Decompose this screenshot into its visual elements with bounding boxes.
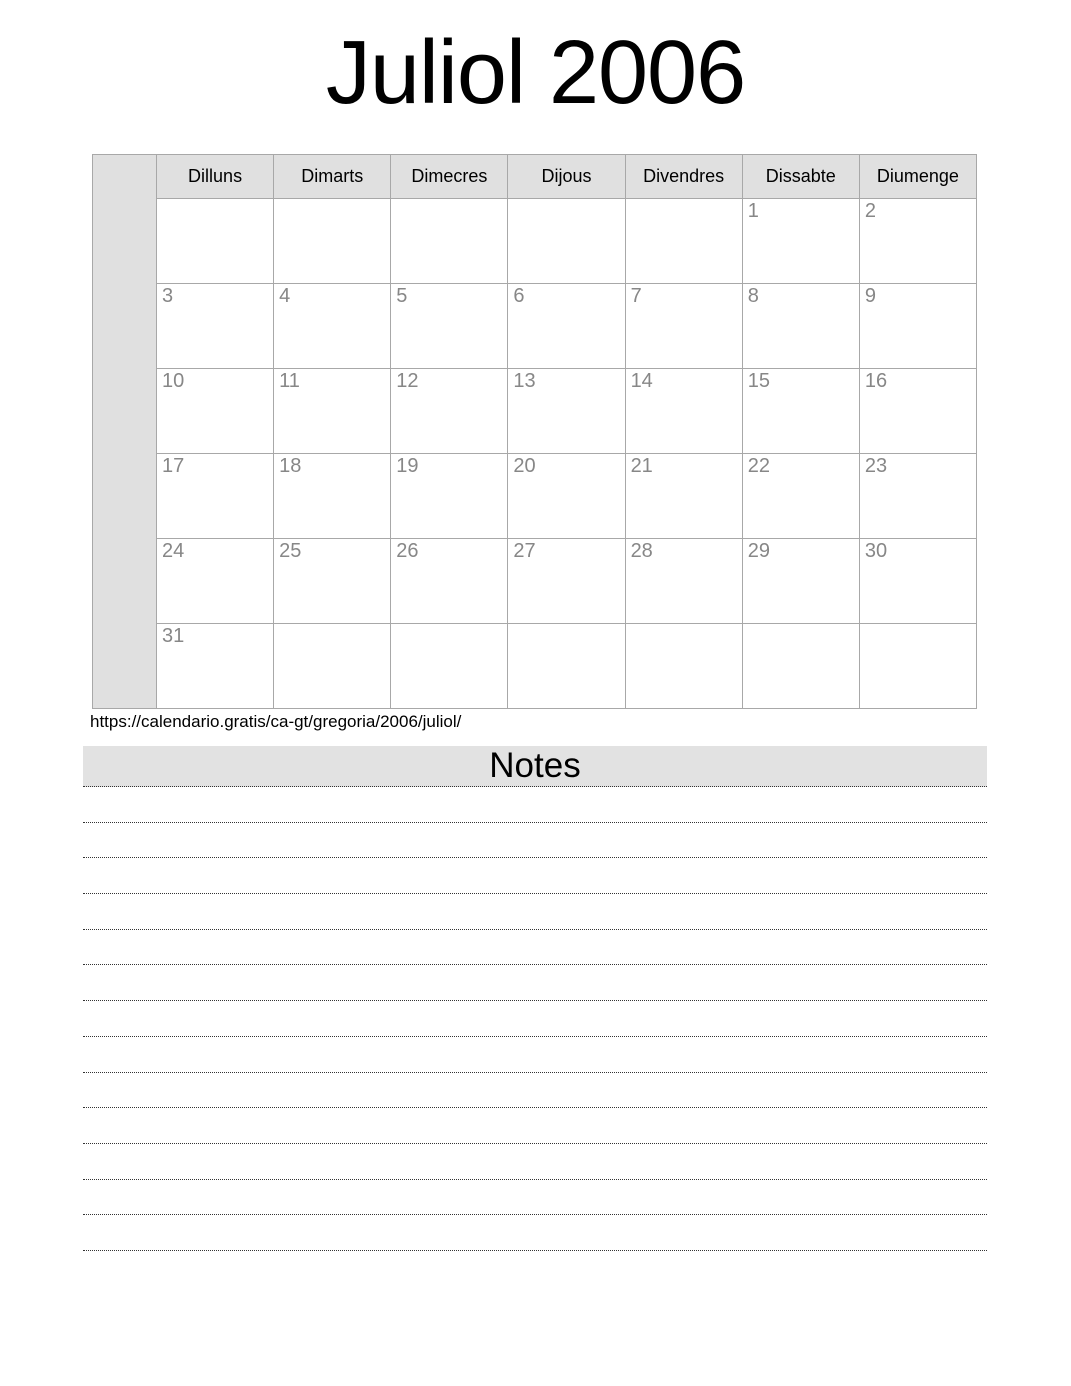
day-cell-26 — [391, 539, 508, 624]
day-number — [743, 624, 859, 625]
notes-writing-area — [83, 787, 987, 1251]
day-number: 4 — [279, 285, 291, 307]
notes-rule-line — [83, 1144, 987, 1180]
day-cell-27 — [508, 539, 625, 624]
day-cell-empty — [625, 624, 742, 709]
day-cell-empty — [508, 199, 625, 284]
day-cell-empty — [157, 199, 274, 284]
day-number: 25 — [279, 540, 302, 562]
day-cell-15 — [742, 369, 859, 454]
notes-rule-line — [83, 1180, 987, 1216]
day-cell-6 — [508, 284, 625, 369]
day-header-dimecres: Dimecres — [391, 155, 508, 199]
notes-rule-line — [83, 1073, 987, 1109]
week-row — [93, 284, 977, 369]
notes-rule-line — [83, 787, 987, 823]
day-number: 26 — [396, 540, 419, 562]
day-cell-23 — [859, 454, 976, 539]
day-number: 21 — [630, 455, 653, 477]
day-cell-9 — [859, 284, 976, 369]
day-cell-25 — [274, 539, 391, 624]
day-number: 2 — [864, 200, 876, 222]
source-url: https://calendario.gratis/ca-gt/gregoria/2006/juliol/ — [90, 712, 462, 731]
day-number — [274, 624, 390, 625]
day-number: 27 — [513, 540, 536, 562]
day-number — [391, 624, 507, 625]
day-number: 5 — [396, 285, 408, 307]
day-header-dijous: Dijous — [508, 155, 625, 199]
day-number: 17 — [162, 455, 185, 477]
day-number: 1 — [747, 200, 759, 222]
day-number: 23 — [864, 455, 888, 477]
day-header-divendres: Divendres — [625, 155, 742, 199]
notes-rule-line — [83, 1108, 987, 1144]
day-number: 15 — [747, 370, 770, 392]
day-cell-12 — [391, 369, 508, 454]
day-cell-22 — [742, 454, 859, 539]
day-number: 24 — [162, 540, 185, 562]
day-cell-empty — [742, 624, 859, 709]
day-number: 11 — [279, 370, 300, 392]
day-cell-empty — [625, 199, 742, 284]
day-cell-30 — [859, 539, 976, 624]
notes-rule-line — [83, 858, 987, 894]
day-number — [860, 624, 976, 625]
day-number: 31 — [162, 625, 185, 647]
day-header-dimarts: Dimarts — [274, 155, 391, 199]
notes-rule-line — [83, 1001, 987, 1037]
notes-rule-line — [83, 1215, 987, 1251]
day-cell-2 — [859, 199, 976, 284]
day-cell-21 — [625, 454, 742, 539]
day-cell-13 — [508, 369, 625, 454]
day-number: 28 — [630, 540, 653, 562]
day-number: 9 — [864, 285, 876, 307]
week-row — [93, 454, 977, 539]
day-number — [391, 199, 507, 200]
day-number: 16 — [864, 370, 888, 392]
notes-header-bar — [83, 746, 987, 787]
day-cell-11 — [274, 369, 391, 454]
day-cell-17 — [157, 454, 274, 539]
week-row — [93, 539, 977, 624]
day-number — [626, 199, 742, 200]
notes-title: Notes — [489, 746, 581, 785]
day-number — [626, 624, 742, 625]
day-cell-7 — [625, 284, 742, 369]
day-cell-empty — [274, 199, 391, 284]
day-header-diumenge: Diumenge — [859, 155, 976, 199]
day-number — [274, 199, 390, 200]
day-cell-5 — [391, 284, 508, 369]
day-header-dissabte: Dissabte — [742, 155, 859, 199]
notes-rule-line — [83, 965, 987, 1001]
notes-rule-line — [83, 894, 987, 930]
day-cell-14 — [625, 369, 742, 454]
day-number: 18 — [279, 455, 302, 477]
day-cell-29 — [742, 539, 859, 624]
day-cell-1 — [742, 199, 859, 284]
day-cell-28 — [625, 539, 742, 624]
day-cell-24 — [157, 539, 274, 624]
day-cell-3 — [157, 284, 274, 369]
day-number: 22 — [747, 455, 770, 477]
day-header-row — [93, 155, 977, 199]
calendar-table — [92, 154, 977, 709]
day-number: 7 — [630, 285, 642, 307]
day-number: 13 — [513, 370, 536, 392]
day-number: 6 — [513, 285, 525, 307]
page-title: Juliol 2006 — [325, 23, 746, 123]
day-number: 30 — [864, 540, 888, 562]
day-number — [508, 624, 624, 625]
day-cell-20 — [508, 454, 625, 539]
notes-rule-line — [83, 823, 987, 859]
day-number: 19 — [396, 455, 419, 477]
day-cell-18 — [274, 454, 391, 539]
day-cell-16 — [859, 369, 976, 454]
day-number: 8 — [747, 285, 759, 307]
day-number: 20 — [513, 455, 536, 477]
day-cell-31 — [157, 624, 274, 709]
day-cell-empty — [391, 624, 508, 709]
day-number: 12 — [396, 370, 419, 392]
day-number: 3 — [162, 285, 174, 307]
day-cell-8 — [742, 284, 859, 369]
day-cell-empty — [508, 624, 625, 709]
notes-rule-line — [83, 930, 987, 966]
day-cell-4 — [274, 284, 391, 369]
day-number: 29 — [747, 540, 770, 562]
day-cell-10 — [157, 369, 274, 454]
week-row — [93, 369, 977, 454]
day-cell-empty — [274, 624, 391, 709]
day-header-dilluns: Dilluns — [157, 155, 274, 199]
week-row — [93, 624, 977, 709]
day-number — [508, 199, 624, 200]
notes-rule-line — [83, 1037, 987, 1073]
day-cell-empty — [859, 624, 976, 709]
day-number: 14 — [630, 370, 653, 392]
day-number: 10 — [162, 370, 185, 392]
day-number — [157, 199, 273, 200]
gutter-column — [93, 155, 157, 709]
week-row — [93, 199, 977, 284]
day-cell-19 — [391, 454, 508, 539]
day-cell-empty — [391, 199, 508, 284]
